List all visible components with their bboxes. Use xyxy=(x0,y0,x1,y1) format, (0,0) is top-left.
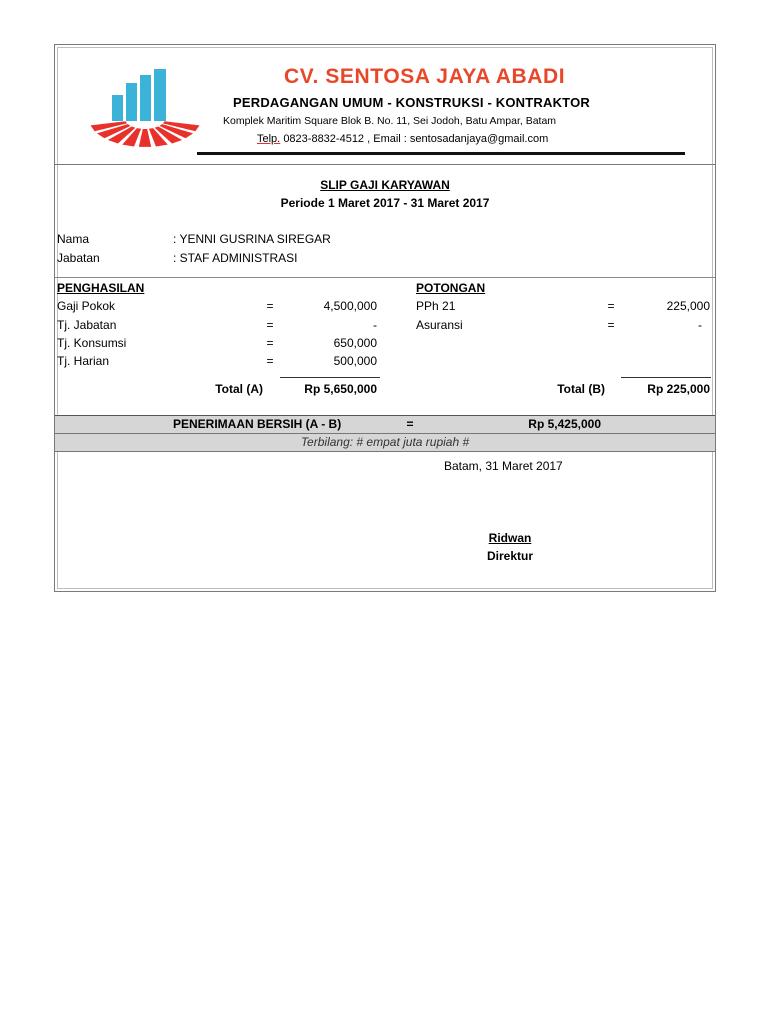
deduction-value: - xyxy=(698,318,702,332)
header-divider xyxy=(55,164,715,165)
deduction-total-rule xyxy=(621,377,711,378)
name-value: : YENNI GUSRINA SIREGAR xyxy=(173,232,331,246)
company-name: CV. SENTOSA JAYA ABADI xyxy=(284,65,566,88)
position-value: : STAF ADMINISTRASI xyxy=(173,251,298,265)
signatory-name: Ridwan xyxy=(488,531,532,545)
company-address: Komplek Maritim Square Blok B. No. 11, Sei Jodoh, Batu Ampar, Batam xyxy=(223,115,557,127)
amount-in-words: Terbilang: # empat juta rupiah # xyxy=(300,435,470,449)
slip-title: SLIP GAJI KARYAWAN xyxy=(320,178,450,192)
income-label: Gaji Pokok xyxy=(57,299,116,313)
deduction-label: Asuransi xyxy=(416,318,463,332)
salary-slip-sheet xyxy=(54,44,716,592)
deduction-value: 225,000 xyxy=(666,299,710,313)
logo-bar-3 xyxy=(140,75,151,121)
telp-label: Telp. xyxy=(257,133,281,145)
deductions-heading: POTONGAN xyxy=(416,281,486,295)
logo-bar-1 xyxy=(112,95,123,121)
income-equals: = xyxy=(266,318,274,332)
deduction-equals: = xyxy=(607,299,615,313)
income-label: Tj. Harian xyxy=(57,354,110,368)
section-divider xyxy=(55,277,715,278)
income-value: - xyxy=(373,318,377,332)
email-text: , Email : sentosadanjaya@gmail.com xyxy=(367,133,549,145)
income-equals: = xyxy=(266,299,274,313)
company-tagline: PERDAGANGAN UMUM - KONSTRUKSI - KONTRAKTOR xyxy=(233,95,590,110)
company-logo-icon xyxy=(83,67,233,147)
income-value: 650,000 xyxy=(333,336,377,350)
amount-in-words-row xyxy=(55,434,715,452)
signatory-title: Direktur xyxy=(486,549,533,563)
net-pay-value: Rp 5,425,000 xyxy=(528,417,601,431)
net-pay-row xyxy=(55,415,715,434)
income-heading: PENGHASILAN xyxy=(57,281,145,295)
name-label: Nama xyxy=(57,232,90,246)
income-value: 500,000 xyxy=(333,354,377,368)
deduction-label: PPh 21 xyxy=(416,299,456,313)
logo-bar-2 xyxy=(126,83,137,121)
place-date: Batam, 31 Maret 2017 xyxy=(444,459,563,473)
telp-number: 0823-8832-4512 xyxy=(283,133,365,145)
deduction-equals: = xyxy=(607,318,615,332)
header-divider-thick xyxy=(197,152,685,155)
income-label: Tj. Konsumsi xyxy=(57,336,127,350)
deduction-total-label: Total (B) xyxy=(557,382,605,396)
income-total-label: Total (A) xyxy=(215,382,263,396)
deduction-total-value: Rp 225,000 xyxy=(647,382,710,396)
income-value: 4,500,000 xyxy=(323,299,377,313)
income-label: Tj. Jabatan xyxy=(57,318,117,332)
income-equals: = xyxy=(266,336,274,350)
income-total-value: Rp 5,650,000 xyxy=(304,382,377,396)
logo-sunrise-rays xyxy=(90,121,199,147)
net-pay-equals: = xyxy=(406,417,414,431)
position-label: Jabatan xyxy=(57,251,100,265)
income-total-rule xyxy=(280,377,380,378)
net-pay-label: PENERIMAAN BERSIH (A - B) xyxy=(173,417,342,431)
company-contact xyxy=(257,133,548,145)
income-equals: = xyxy=(266,354,274,368)
logo-bar-4 xyxy=(154,69,166,121)
logo-sunrise-ray xyxy=(139,129,151,147)
slip-period: Periode 1 Maret 2017 - 31 Maret 2017 xyxy=(280,196,490,210)
